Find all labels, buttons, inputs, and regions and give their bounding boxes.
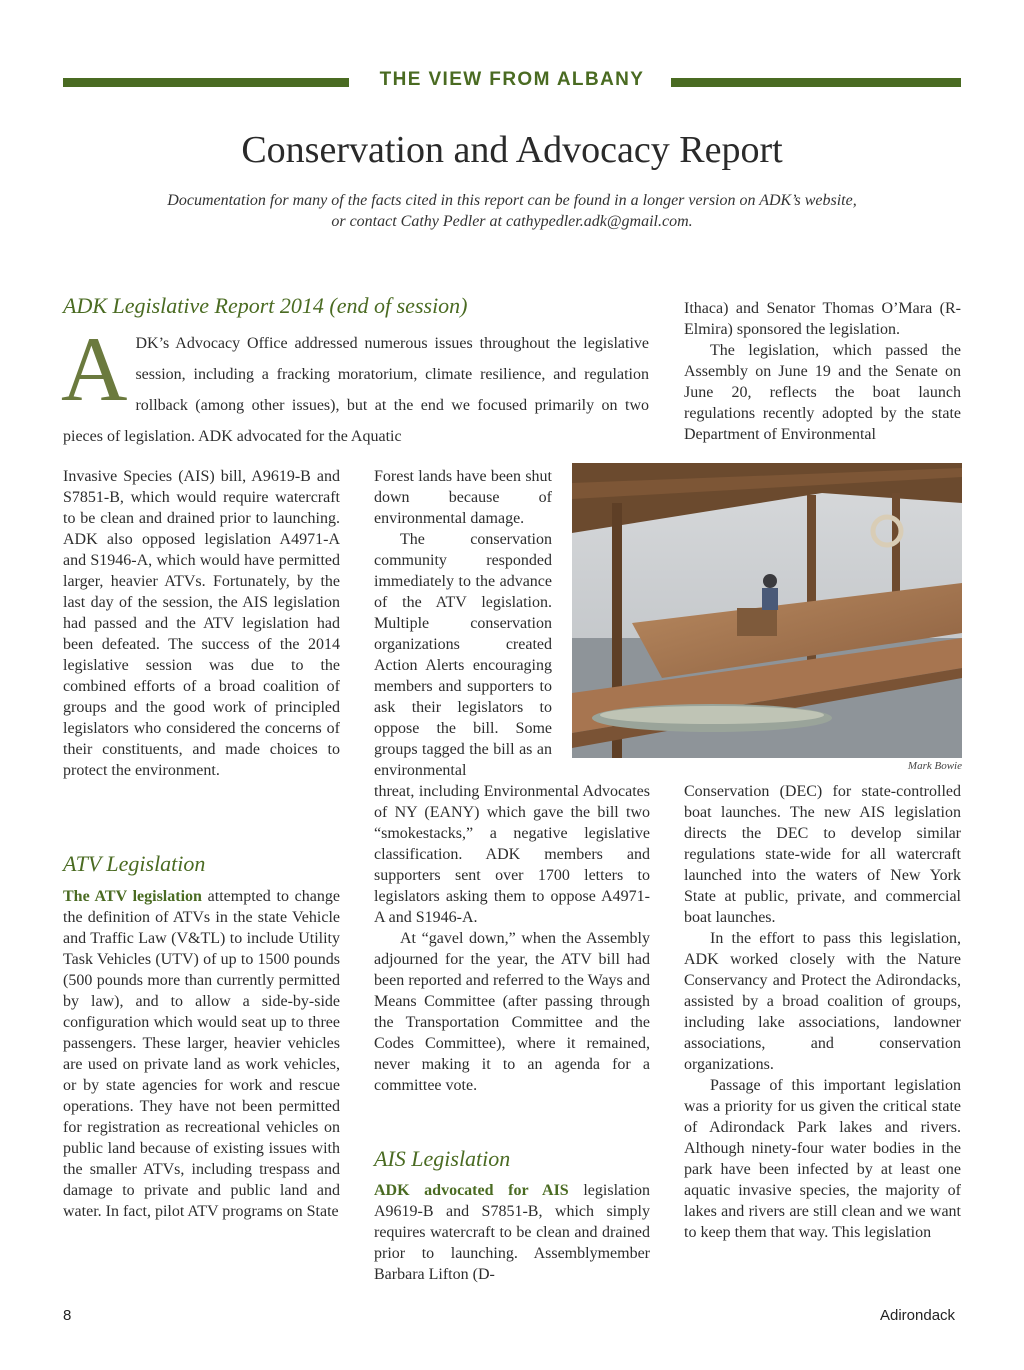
photo-credit: Mark Bowie <box>907 760 962 772</box>
boathouse-photo-image <box>572 463 962 758</box>
publication-name: Adirondack <box>880 1307 956 1324</box>
legislative-report-heading: ADK Legislative Report 2014 (end of session) <box>63 293 468 318</box>
section-header <box>63 69 961 92</box>
intro-text: DK’s Advocacy Office addressed numerous issues throughout the legislative session, including a fracking moratorium, climate resilience, and regulation rollback (among other issues), but at the end we focused primarily on two pieces of legislation. ADK advocated for the Aquatic <box>63 335 649 445</box>
col2-paragraph-3: At “gavel down,” when the Assembly adjourned for the year, the ATV bill had been reported and referred to the Ways and Means Committee (after passing through the Transportation Committee and the Codes Committee), where it remained, never making it to an agenda for a committee vote. <box>374 930 650 1094</box>
col3-top-paragraph-2: The legislation, which passed the Assembly on June 19 and the Senate on June 20, reflects the boat launch regulations recently adopted by the state Department of Environmental <box>684 342 961 443</box>
intro-paragraph <box>61 318 649 452</box>
atv-paragraph <box>63 886 340 1222</box>
atv-legislation-heading: ATV Legislation <box>63 851 206 876</box>
col1-paragraph: Invasive Species (AIS) bill, A9619-B and S7851-B, which would require watercraft to be clean and drained prior to launching. ADK also opposed legislation A4971-A and S1946-A, which would have permitted larger, heavier ATVs. Fortunately, by the last day of the session, the AIS legislation had passed and the ATV legislation had been defeated. The success of the 2014 legislative session was due to the combined efforts of a broad coalition of groups and the good work of principled legislators who considered the concerns of their constituents, and made choices to protect the environment. <box>63 468 340 779</box>
column-3-top <box>684 298 961 445</box>
ais-text: legislation A9619-B and S7851-B, which simply requires watercraft to be clean and drained prior to launching. Assemblymember Barbara Lifton (D- <box>374 1182 651 1283</box>
col3-top-paragraph-1: Ithaca) and Senator Thomas O’Mara (R-Elmira) sponsored the legislation. <box>684 300 961 338</box>
page-title: Conservation and Advocacy Report <box>241 129 783 171</box>
column-3 <box>684 781 961 1243</box>
col2-paragraph-2b: threat, including Environmental Advocates of NY (EANY) which gave the bill two “smokestacks,” a negative legislative classification. ADK members and supporters sent over 1700 letters to legislators asking them to oppose A4971-A and S1946-A. <box>374 783 650 926</box>
col3-paragraph-1: Conservation (DEC) for state-controlled boat launches. The new AIS legislation directs the DEC to develop similar regulations state-wide for all watercraft launched into the waters of New York State at public, private, and commercial boat launches. <box>684 783 961 926</box>
page-number: 8 <box>63 1307 72 1324</box>
header-rule-left <box>63 78 349 87</box>
atv-lead: The ATV legislation <box>63 888 202 905</box>
dropcap: A <box>61 318 128 420</box>
boathouse-photo <box>572 463 962 758</box>
subtitle-line-1: Documentation for many of the facts cited in this report can be found in a longer version on ADK’s website, <box>167 192 857 209</box>
header-label: THE VIEW FROM ALBANY <box>379 69 645 90</box>
column-2-wide <box>374 781 650 1096</box>
col2-paragraph-2a: The conservation community responded immediately to the advance of the ATV legislation. Multiple conservation organizations created Action Alerts encouraging members and supporters to ask their legislators to oppose the bill. Some groups tagged the bill as an environmental <box>374 531 552 779</box>
subtitle <box>80 190 944 232</box>
subtitle-line-2: or contact Cathy Pedler at cathypedler.adk@gmail.com. <box>331 213 693 230</box>
header-rule-right <box>671 78 961 87</box>
column-2-narrow <box>374 466 552 781</box>
col3-paragraph-2: In the effort to pass this legislation, ADK worked closely with the Nature Conservancy and Protect the Adirondacks, assisted by a broad coalition of groups, including lake associations, landowner associations, and conservation organizations. <box>684 930 961 1073</box>
atv-text: attempted to change the definition of ATVs in the state Vehicle and Traffic Law (V&TL) to include Utility Task Vehicles (UTV) of up to 1500 pounds (500 pounds more than currently permitted by law), and to allow a side-by-side configuration which would seat up to three passengers. These larger, heavier vehicles are used on private land as work vehicles, or by state agencies for work and rescue operations. They have not been permitted for registration as recreational vehicles on public land because of existing issues with the smaller ATVs, including trespass and damage to private and public land and water. In fact, pilot ATV programs on State <box>63 888 340 1220</box>
atv-column-1 <box>63 886 340 1222</box>
ais-lead: ADK advocated for AIS <box>374 1182 569 1199</box>
ais-column-2 <box>374 1180 650 1285</box>
ais-paragraph <box>374 1180 650 1285</box>
ais-legislation-heading: AIS Legislation <box>374 1146 511 1171</box>
col3-paragraph-3: Passage of this important legislation was a priority for us given the critical state of Adirondack Park lakes and rivers. Although ninety-four water bodies in the park have been infected by at least one aquatic invasive species, the majority of lakes and rivers are still clean and we want to keep them that way. This legislation <box>684 1077 961 1241</box>
col2-paragraph-1: Forest lands have been shut down because of environmental damage. <box>374 468 552 527</box>
column-1 <box>63 466 340 781</box>
